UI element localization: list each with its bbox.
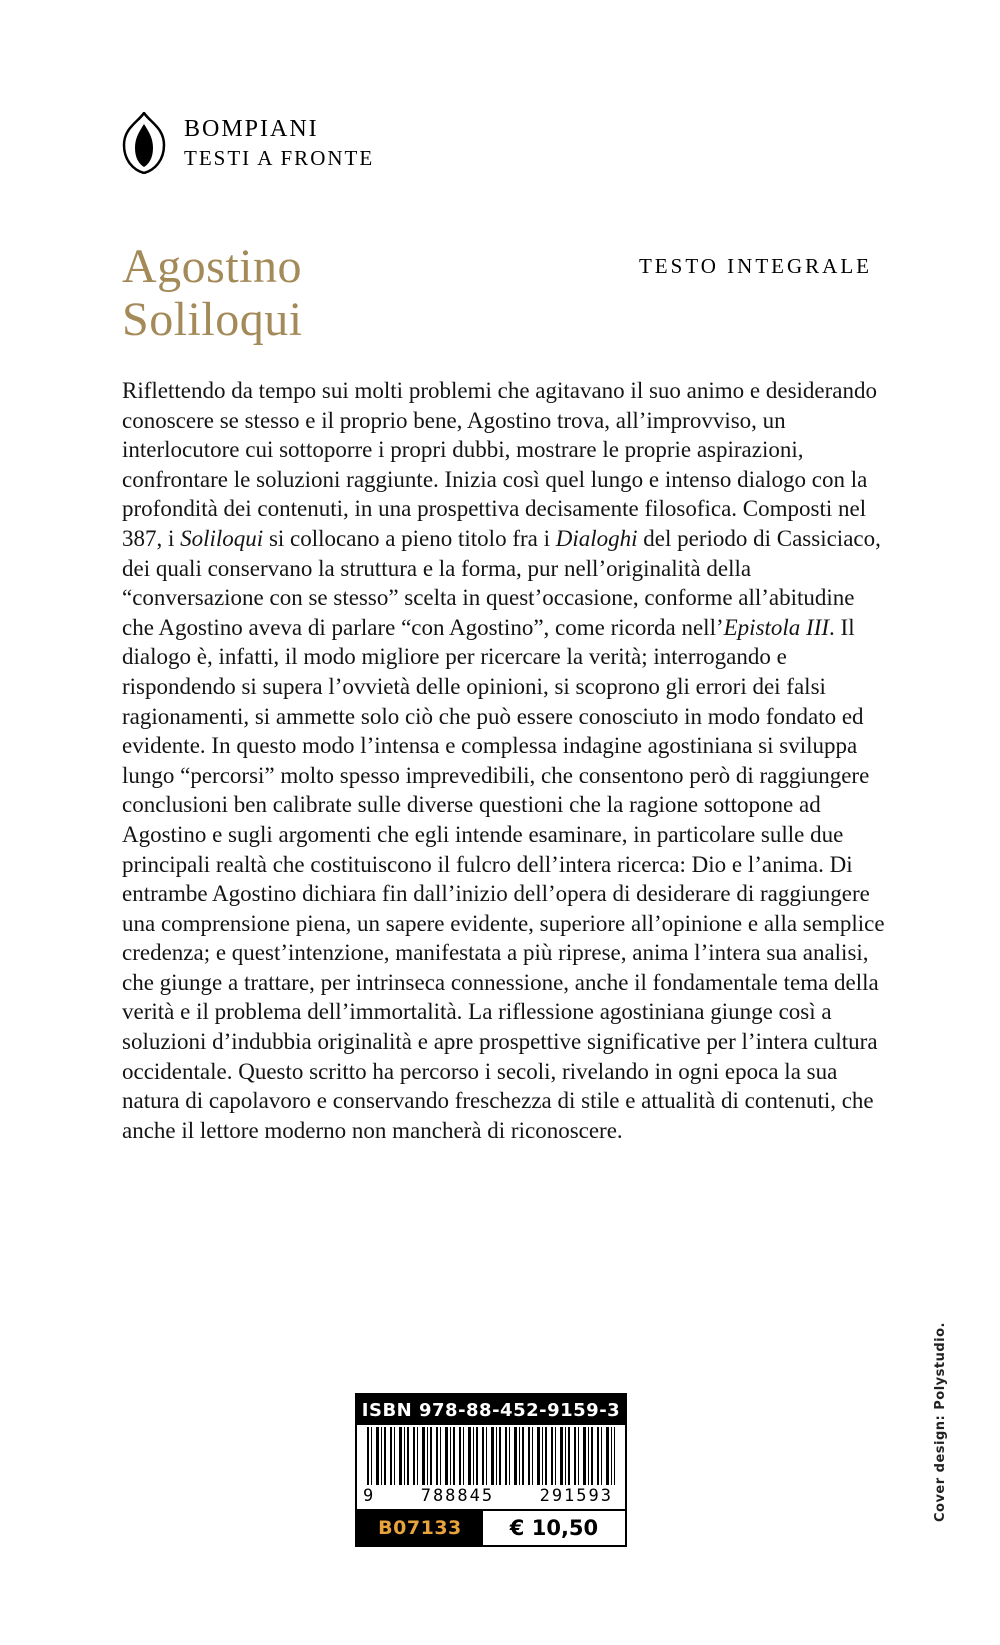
title-block <box>122 240 872 346</box>
title-column <box>122 240 303 346</box>
publisher-name: BOMPIANI <box>184 115 319 142</box>
price-row <box>357 1509 625 1545</box>
price: € 10,50 <box>483 1511 625 1545</box>
bompiani-logo-icon <box>120 112 168 174</box>
cover-design-credit: Cover design: Polystudio. <box>933 1322 948 1523</box>
print-code: B07133 <box>357 1511 483 1545</box>
publisher-text <box>184 116 374 171</box>
publisher-series: TESTI A FRONTE <box>184 145 375 170</box>
barcode-digit-group1: 788845 <box>420 1486 495 1506</box>
barcode-block <box>355 1393 627 1547</box>
publisher-block <box>120 112 374 174</box>
barcode-icon <box>367 1427 615 1485</box>
isbn-label: ISBN 978-88-452-9159-3 <box>357 1395 625 1425</box>
book-title: Soliloqui <box>122 293 303 346</box>
barcode-digit-lead: 9 <box>363 1486 376 1506</box>
edition-note: TESTO INTEGRALE <box>638 254 872 278</box>
author-name: Agostino <box>122 240 303 293</box>
barcode-digits <box>357 1485 625 1509</box>
blurb-text: Riflettendo da tempo sui molti problemi che agitavano il suo animo e desiderando conoscere se stesso e il proprio bene, Agostino trova, all’improvviso, un interlocutore cui sottoporre i propri dubbi, mostrare le proprie aspirazioni, confrontare le soluzioni raggiunte. Inizia così quel lungo e intenso dialogo con la profondità dei contenuti, in una prospettiva decisamente filosofica. Composti nel 387, i Soliloqui si collocano a pieno titolo fra i Dialoghi del periodo di Cassiciaco, dei quali conservano la struttura e la forma, pur nell’originalità della “conversazione con se stesso” scelta in quest’occasione, conforme all’abitudine che Agostino aveva di parlare “con Agostino”, come ricorda nell’Epistola III. Il dialogo è, infatti, il modo migliore per ricercare la verità; interrogando e rispondendo si supera l’ovvietà delle opinioni, si scoprono gli errori dei falsi ragionamenti, si ammette solo ciò che può essere conosciuto in modo fondato ed evidente. In questo modo l’intensa e complessa indagine agostiniana si sviluppa lungo “percorsi” molto spesso imprevedibili, che consentono però di raggiungere conclusioni ben calibrate sulle diverse questioni che la ragione sottopone ad Agostino e sugli argomenti che egli intende esaminare, in particolare sulle due principali realtà che costituiscono il fulcro dell’intera ricerca: Dio e l’anima. Di entrambe Agostino dichiara fin dall’inizio dell’opera di desiderare di raggiungere una comprensione piena, un sapere evidente, superiore all’opinione e alla semplice credenza; e quest’intenzione, manifestata a più riprese, anima l’intera sua analisi, che giunge a trattare, per intrinseca connessione, anche il fondamentale tema della verità e il problema dell’immortalità. La riflessione agostiniana giunge così a soluzioni d’indubbia originalità e apre prospettive significative per l’intera cultura occidentale. Questo scritto ha percorso i secoli, rivelando in ogni epoca la sua natura di capolavoro e conservando freschezza di stile e attualità di contenuti, che anche il lettore moderno non mancherà di riconoscere. <box>122 378 885 1143</box>
barcode-digit-group2: 291593 <box>539 1486 613 1506</box>
